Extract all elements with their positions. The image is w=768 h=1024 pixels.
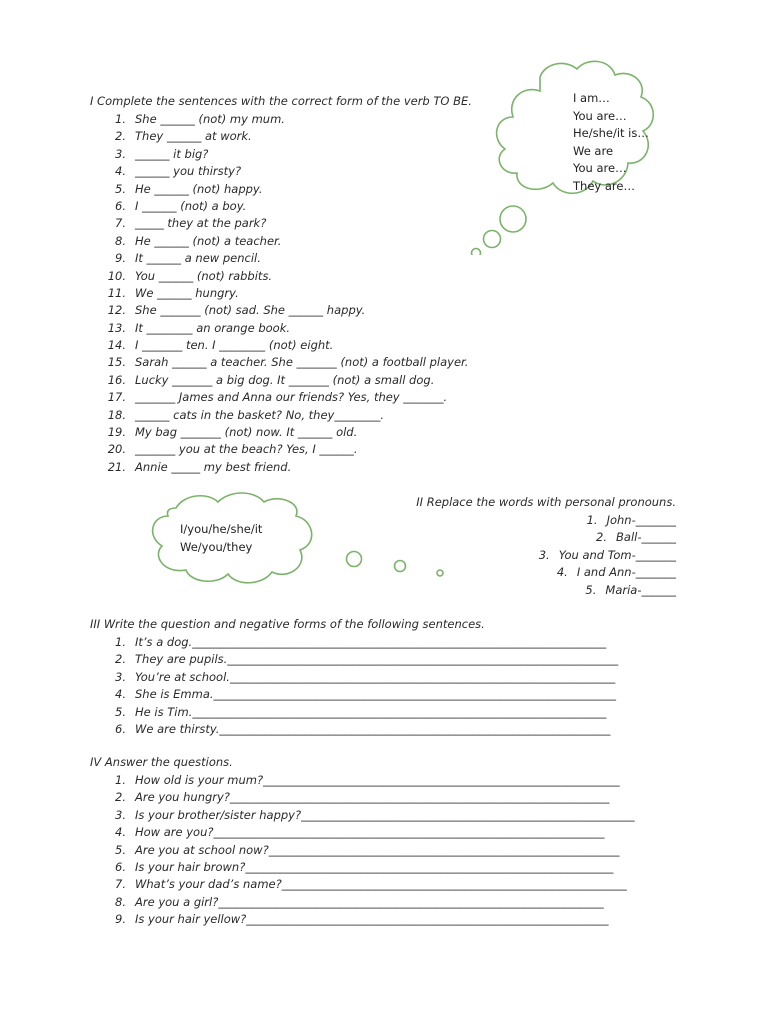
item-text: _______ you at the beach? Yes, I ______. (135, 442, 358, 457)
section1-item (90, 250, 468, 267)
section2-list (539, 512, 676, 599)
item-text: Is your brother/sister happy? (135, 807, 302, 822)
item-number: 12. (107, 303, 126, 318)
item-number: 11. (107, 285, 126, 300)
section1-item (90, 285, 468, 302)
item-number: 10. (107, 268, 126, 283)
section1-item (90, 441, 468, 458)
section2-item (539, 582, 676, 599)
cloud-be-bubble-medium (484, 231, 501, 248)
cloud-be-line: You are… (573, 108, 627, 123)
item-text: You’re at school. (135, 669, 230, 684)
item-text: She _______ (not) sad. She ______ happy. (135, 303, 366, 318)
item-number: 5. (115, 842, 126, 857)
section1-item (90, 233, 468, 250)
item-text[interactable]: John-_______ (606, 513, 676, 527)
item-text: Are you a girl? (135, 894, 219, 909)
item-number: 3. (115, 807, 126, 822)
item-number: 5. (585, 582, 597, 597)
item-number: 8. (115, 233, 126, 248)
section4-item (90, 859, 635, 876)
item-text[interactable]: I and Ann-_______ (576, 565, 676, 580)
item-number: 4. (115, 164, 126, 179)
item-text: She ______ (not) my mum. (135, 112, 285, 126)
section4-item (90, 876, 635, 893)
item-number: 2. (115, 790, 126, 805)
item-number: 1. (115, 112, 126, 126)
item-text[interactable]: You and Tom-_______ (558, 547, 676, 562)
item-text: Is your hair yellow? (135, 912, 247, 927)
cloud-be-line: He/she/it is… (573, 126, 649, 140)
item-text: You ______ (not) rabbits. (135, 268, 273, 283)
answer-line[interactable]: _____________________________________________________________ (268, 842, 620, 857)
section4-item (90, 911, 635, 928)
section3-item (90, 651, 618, 668)
item-number: 17. (107, 390, 126, 405)
item-text: He ______ (not) happy. (135, 181, 263, 196)
cloud-be-bubble-small (472, 249, 481, 256)
item-number: 14. (107, 338, 126, 353)
item-text: It ______ a new pencil. (135, 251, 261, 266)
item-text: Annie _____ my best friend. (135, 459, 292, 474)
item-text[interactable]: Ball-______ (616, 530, 676, 545)
item-text: Is your hair brown? (135, 859, 246, 874)
item-number: 6. (115, 859, 126, 874)
answer-line[interactable]: ________________________________________________________________ (245, 859, 614, 874)
cloud-pronouns-line: We/you/they (180, 539, 253, 554)
cloud-pronouns-bubble-large (347, 552, 362, 567)
item-text: It’s a dog. (135, 635, 193, 649)
answer-line[interactable]: ______________________________________________________________________ (213, 687, 617, 702)
answer-line[interactable]: ____________________________________________________________________ (227, 652, 619, 667)
item-number: 6. (115, 198, 126, 213)
item-text: How old is your mum? (135, 773, 264, 787)
item-text: My bag _______ (not) now. It ______ old. (135, 425, 358, 440)
item-number: 9. (115, 912, 126, 927)
item-text: They are pupils. (135, 652, 228, 667)
item-text: She is Emma. (135, 687, 214, 702)
answer-line[interactable]: ____________________________________________________________ (281, 877, 627, 892)
section1-item (90, 354, 468, 371)
item-text: Lucky _______ a big dog. It _______ (not) a small dog. (135, 372, 435, 387)
item-text: I _______ ten. I ________ (not) eight. (135, 338, 334, 353)
cloud-pronouns-bubble-small (437, 570, 443, 576)
section4-item (90, 789, 635, 806)
item-number: 9. (115, 251, 126, 266)
section4-item (90, 807, 635, 824)
section3-list (90, 634, 618, 738)
item-text: He is Tim. (135, 704, 193, 719)
answer-line[interactable]: ____________________________________________________________________ (213, 825, 605, 840)
cloud-be-line: I am… (573, 91, 610, 105)
section2-item (539, 529, 676, 546)
section1-item (90, 111, 468, 128)
section3-item (90, 686, 618, 703)
section1-heading: I Complete the sentences with the correct form of the verb TO BE. (90, 94, 472, 108)
item-number: 1. (115, 773, 126, 787)
item-number: 21. (107, 459, 126, 474)
item-text: _______ James and Anna our friends? Yes, they _______. (135, 390, 448, 405)
item-number: 5. (115, 704, 126, 719)
cloud-pronouns-text (180, 521, 262, 556)
item-number: 5. (115, 181, 126, 196)
item-number: 3. (115, 146, 126, 161)
section3-item (90, 704, 618, 721)
section4-item (90, 772, 635, 789)
item-number: 2. (115, 129, 126, 144)
item-text: What’s your dad’s name? (135, 877, 282, 892)
section1-list (90, 111, 468, 476)
section1-item (90, 372, 468, 389)
section1-item (90, 407, 468, 424)
item-text: We ______ hungry. (135, 285, 239, 300)
section2-item (539, 564, 676, 581)
cloud-pronouns-bubble-medium (395, 561, 406, 572)
section1-item (90, 181, 468, 198)
answer-line[interactable]: ________________________________________________________________________ (192, 704, 607, 719)
cloud-be-line: You are… (573, 161, 627, 175)
item-number: 13. (107, 320, 126, 335)
item-text: He ______ (not) a teacher. (135, 233, 282, 248)
section1-item (90, 320, 468, 337)
section3-item (90, 669, 618, 686)
section1-item (90, 389, 468, 406)
answer-line[interactable]: __________________________________________________________ (301, 807, 635, 822)
item-number: 20. (107, 442, 126, 457)
item-number: 1. (115, 635, 126, 649)
answer-line[interactable]: ___________________________________________________________________ (229, 669, 616, 684)
section1-item (90, 337, 468, 354)
item-number: 16. (107, 372, 126, 387)
item-number: 19. (107, 425, 126, 440)
section2-heading: II Replace the words with personal pronouns. (416, 495, 676, 509)
section4-item (90, 824, 635, 841)
section3-item (90, 721, 618, 738)
item-text: Are you hungry? (135, 790, 230, 805)
cloud-be-text (573, 90, 649, 195)
item-text: Are you at school now? (135, 842, 269, 857)
item-text: They ______ at work. (135, 129, 252, 144)
answer-line[interactable]: _______________________________________________________________ (246, 912, 609, 927)
item-number: 7. (115, 877, 126, 892)
section4-list (90, 772, 635, 929)
section1-item (90, 146, 468, 163)
cloud-pronouns-line: I/you/he/she/it (180, 522, 263, 536)
item-text: _____ they at the park? (135, 216, 267, 231)
section1-item (90, 215, 468, 232)
section1-item (90, 268, 468, 285)
section1-item (90, 459, 468, 476)
cloud-be-line: They are… (573, 178, 635, 193)
section1-item (90, 163, 468, 180)
item-text: How are you? (135, 825, 214, 840)
item-number: 3. (538, 547, 550, 562)
section1-item (90, 302, 468, 319)
item-text: I ______ (not) a boy. (135, 198, 247, 213)
answer-line[interactable]: ____________________________________________________________________ (219, 721, 611, 736)
section2-item (539, 547, 676, 564)
item-text: ______ you thirsty? (135, 164, 242, 179)
section4-item (90, 842, 635, 859)
item-text: We are thirsty. (135, 721, 220, 736)
item-number: 4. (115, 825, 126, 840)
section4-item (90, 894, 635, 911)
section3-heading: III Write the question and negative forms of the following sentences. (90, 617, 485, 631)
section1-item (90, 128, 468, 145)
item-text: It ________ an orange book. (135, 320, 291, 335)
answer-line[interactable]: ________________________________________________________________________ (192, 635, 607, 649)
item-text: ______ it big? (135, 146, 209, 161)
item-number: 8. (115, 894, 126, 909)
item-number: 2. (115, 652, 126, 667)
item-number: 3. (115, 669, 126, 684)
answer-line[interactable]: __________________________________________________________________ (229, 790, 610, 805)
answer-line[interactable]: ______________________________________________________________ (263, 773, 620, 787)
item-text: ______ cats in the basket? No, they________. (135, 407, 384, 422)
item-number: 4. (115, 687, 126, 702)
answer-line[interactable]: ___________________________________________________________________ (218, 894, 604, 909)
section3-item (90, 634, 618, 651)
item-number: 18. (107, 407, 126, 422)
item-number: 1. (586, 513, 598, 527)
item-number: 4. (556, 565, 568, 580)
cloud-be-bubble-large (500, 206, 526, 232)
section2-item (539, 512, 676, 529)
item-number: 15. (107, 355, 126, 370)
item-number: 7. (115, 216, 126, 231)
section1-item (90, 198, 468, 215)
item-text: Sarah ______ a teacher. She _______ (not) a football player. (135, 355, 469, 370)
section1-item (90, 424, 468, 441)
cloud-be-line: We are (573, 143, 614, 158)
item-number: 2. (596, 530, 608, 545)
item-text[interactable]: Maria-______ (605, 582, 676, 597)
item-number: 6. (115, 721, 126, 736)
section4-heading: IV Answer the questions. (90, 755, 233, 769)
